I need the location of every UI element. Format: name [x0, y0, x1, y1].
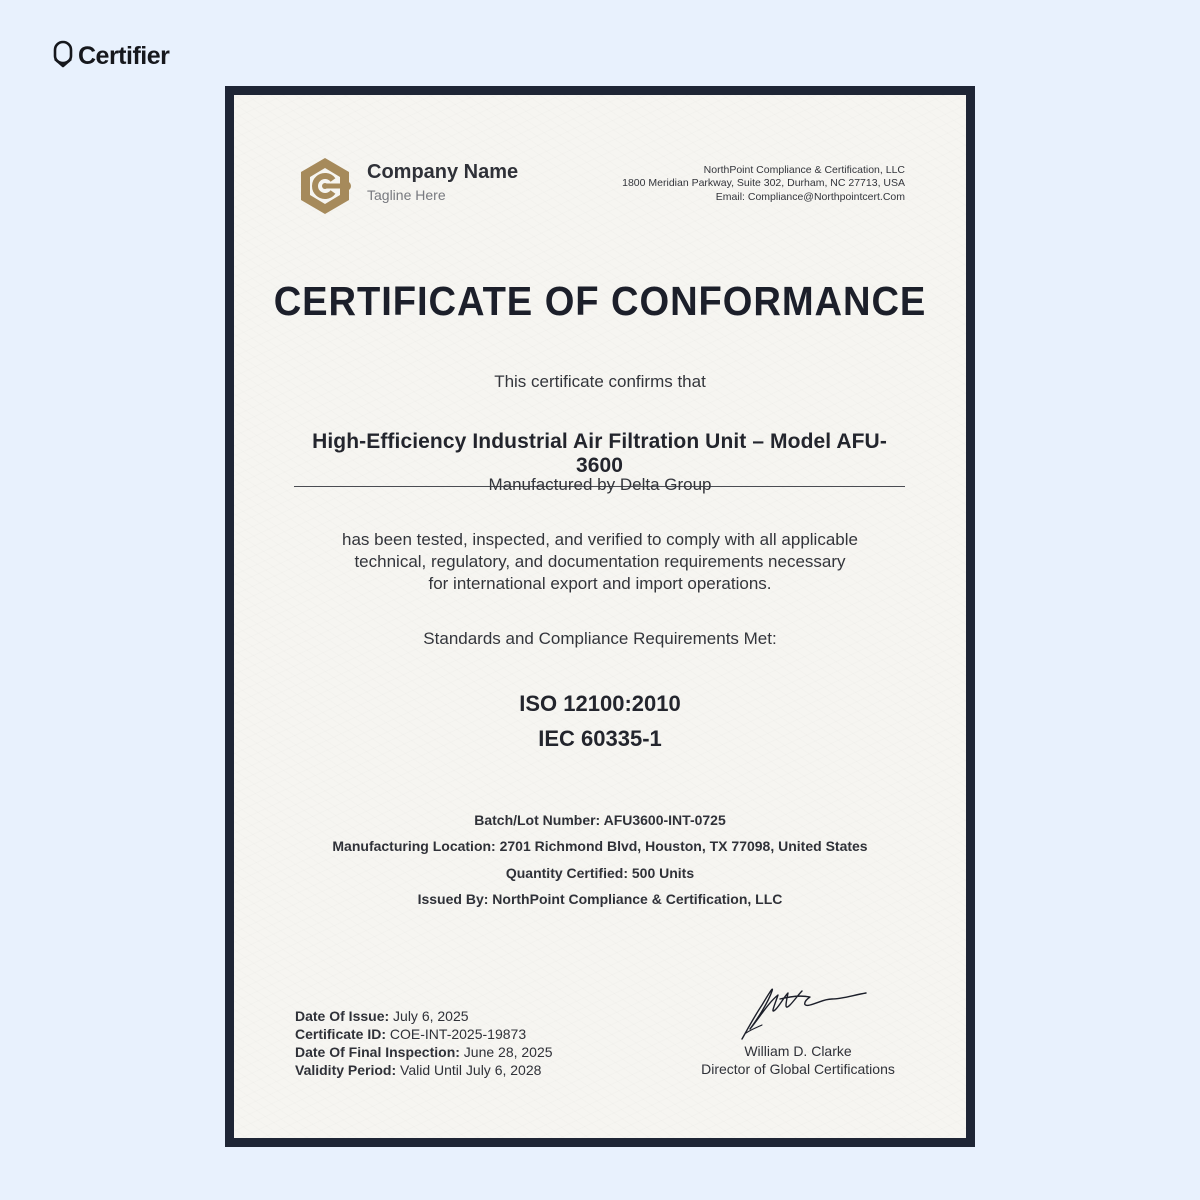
confirm-line: This certificate confirms that: [494, 372, 706, 391]
certificate-title: CERTIFICATE OF CONFORMANCE: [273, 278, 927, 324]
meta-row-validity: [295, 1061, 553, 1079]
company-name: Company Name: [367, 161, 519, 183]
meta-label: Validity Period:: [295, 1062, 397, 1078]
meta-value: Valid Until July 6, 2028: [400, 1062, 542, 1078]
issuer-address: 1800 Meridian Parkway, Suite 302, Durham, NC 27713, USA: [622, 177, 905, 190]
meta-label: Certificate ID:: [295, 1026, 387, 1042]
issuer-contact: [622, 164, 905, 204]
product-name: High-Efficiency Industrial Air Filtration Unit – Model AFU-3600: [294, 430, 905, 487]
standard-iec: IEC 60335-1: [538, 726, 662, 751]
signature-icon: [732, 977, 872, 1047]
issued-by: Issued By: NorthPoint Compliance & Certification, LLC: [417, 891, 783, 907]
issuer-name: NorthPoint Compliance & Certification, LLC: [703, 164, 905, 176]
meta-row-issue-date: [295, 1007, 553, 1025]
signer-title: Director of Global Certifications: [701, 1061, 895, 1077]
batch-number: Batch/Lot Number: AFU3600-INT-0725: [474, 812, 726, 828]
meta-value: July 6, 2025: [393, 1008, 469, 1024]
statement-line: technical, regulatory, and documentation requirements necessary: [354, 552, 846, 571]
meta-label: Date Of Issue:: [295, 1008, 390, 1024]
meta-row-inspection-date: [295, 1043, 553, 1061]
issuer-email: Email: Compliance@Northpointcert.Com: [715, 190, 905, 203]
quantity-certified: Quantity Certified: 500 Units: [505, 865, 695, 881]
manufacturing-location: Manufacturing Location: 2701 Richmond Blvd, Houston, TX 77098, United States: [332, 838, 868, 854]
statement-line: has been tested, inspected, and verified to comply with all applicable: [342, 530, 858, 549]
standard-iso: ISO 12100:2010: [519, 691, 681, 716]
standards-label: Standards and Compliance Requirements Met:: [423, 629, 777, 648]
meta-row-certificate-id: [295, 1025, 553, 1043]
certifier-brand: [52, 40, 169, 72]
manufacturer-line: Manufactured by Delta Group: [488, 475, 712, 494]
signer-name: William D. Clarke: [744, 1043, 852, 1059]
meta-label: Date Of Final Inspection:: [295, 1044, 460, 1060]
brand-name: Certifier: [78, 41, 170, 70]
statement-line: for international export and import operations.: [428, 574, 772, 593]
meta-value: June 28, 2025: [463, 1044, 553, 1060]
certificate-paper: [234, 95, 966, 1138]
certificate-meta: [295, 1007, 553, 1079]
shield-check-icon: [52, 40, 74, 72]
certificate-frame: [225, 86, 975, 1147]
meta-value: COE-INT-2025-19873: [389, 1026, 527, 1042]
hexagon-c-logo-icon: [294, 155, 356, 217]
company-tagline: Tagline Here: [367, 187, 446, 203]
compliance-statement: [234, 529, 966, 595]
